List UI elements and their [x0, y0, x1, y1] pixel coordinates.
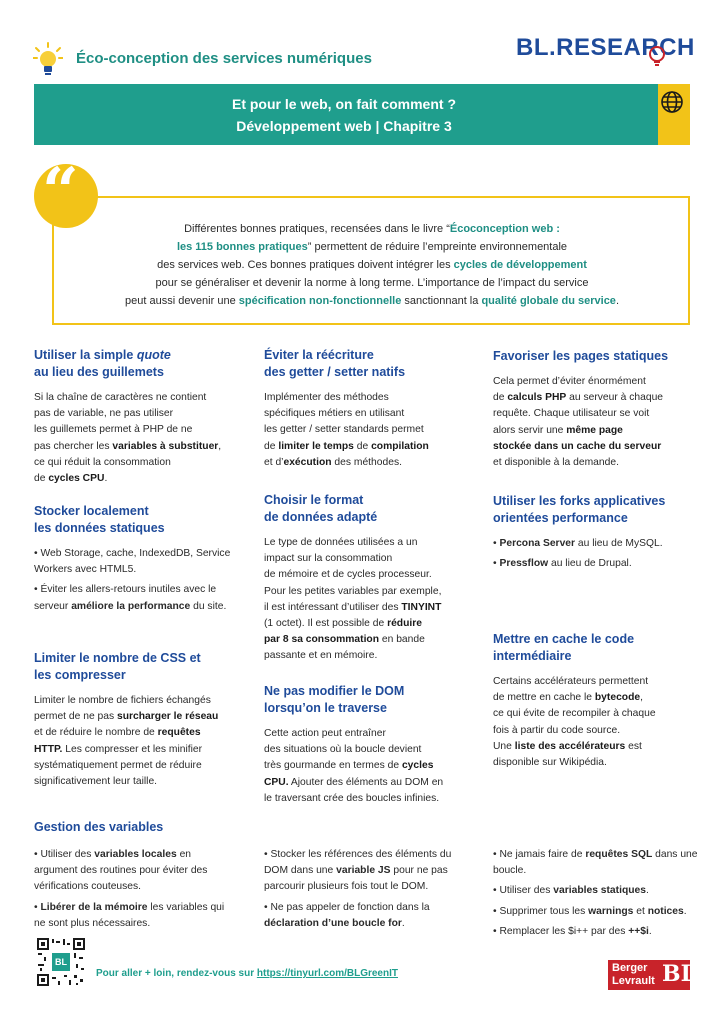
section-title-data-format: Choisir le format de données adapté — [264, 493, 378, 524]
list-item: • Stocker les références des éléments du DOM dans une variable JS pour ne pas parcourir plusieurs fois tout le DOM. — [264, 849, 452, 893]
brand-logo: BL.RESEARCH — [516, 34, 695, 61]
brand-line-2: Levrault — [612, 975, 655, 987]
section-title-getter-setter: Éviter la réécriture des getter / setter natifs — [264, 348, 406, 379]
column-2-section-4 — [264, 847, 464, 936]
column-1-section-2 — [34, 503, 244, 619]
banner-chapter: Développement web | Chapitre 3 — [236, 118, 452, 134]
list-item: • Éviter les allers-retours inutiles avec le serveur améliore la performance du site. — [34, 584, 227, 612]
highlight-dev-cycles: cycles de développement — [453, 259, 587, 271]
section-title-dom: Ne pas modifier le DOM lorsqu’on le traverse — [264, 684, 405, 715]
section-body-static-pages: Cela permet d’éviter énormément de calculs PHP au serveur à chaque requête. Chaque utilisateur se voit alors servir une même page stockée dans un cache du serveur et disponible à la demande. — [493, 376, 664, 469]
section-body-limit-css: Limiter le nombre de fichiers échangés permet de ne pas surcharger le réseau et de réduire le nombre de requêtes HTTP. Les compresser et les minifier systématiquement permet de réduire significativement leur taille. — [34, 695, 219, 788]
chapter-banner — [34, 84, 690, 145]
list-item: • Libérer de la mémoire les variables qui ne sont plus nécessaires. — [34, 901, 225, 929]
page-header — [0, 0, 724, 85]
intro-text-part: Différentes bonnes pratiques, recensées dans le livre “ — [184, 223, 450, 235]
section-title-local-storage: Stocker localement les données statiques — [34, 504, 165, 535]
qr-code[interactable] — [36, 937, 86, 987]
intro-text — [72, 220, 672, 310]
section-title-simple-quote: Utiliser la simple quote au lieu des guillemets — [34, 348, 171, 379]
list-item: • Supprimer tous les warnings et notices. — [493, 905, 687, 917]
banner-question: Et pour le web, on fait comment ? — [231, 96, 456, 112]
section-title-forks: Utiliser les forks applicatives orientées performance — [493, 494, 666, 525]
section-body-getter-setter: Implémenter des méthodes spécifiques métiers en utilisant les getter / setter standards permet de limiter le temps de compilation et d’exécution des méthodes. — [264, 392, 429, 468]
section-title-limit-css: Limiter le nombre de CSS et les compresser — [34, 651, 201, 682]
column-3-section-4 — [493, 847, 703, 944]
globe-icon — [658, 84, 690, 145]
quote-icon: “ — [34, 164, 98, 228]
document-title: Éco-conception des services numériques — [76, 50, 372, 67]
column-2-section-3 — [264, 683, 474, 807]
column-3 — [493, 348, 703, 471]
footer-text: Pour aller + loin, rendez-vous sur — [96, 968, 257, 979]
book-title-part2: les 115 bonnes pratiques — [176, 241, 308, 253]
section-title-static-pages: Favoriser les pages statiques — [493, 349, 669, 363]
berger-levrault-logo — [608, 960, 697, 990]
list-item: • Pressflow au lieu de Drupal. — [493, 558, 632, 570]
intro-text-part: pour se généraliser et devenir la norme à long terme. L’importance de l’impact du service — [155, 277, 589, 289]
column-1-section-3 — [34, 650, 244, 790]
list-item: • Percona Server au lieu de MySQL. — [493, 538, 663, 549]
list-item: • Ne pas appeler de fonction dans la déclaration d’une boucle for. — [264, 901, 430, 929]
book-title-part1: Écoconception web : — [449, 223, 560, 235]
logo-bulb-icon — [646, 44, 668, 70]
intro-text-part: sanctionnant la — [401, 295, 482, 307]
section-body-data-format: Le type de données utilisées a un impact sur la consommation de mémoire et de cycles processeur. Pour les petites variables par exemple, il est intéressant d’utiliser des TINYINT (1 octet). Il est possible de réduire par 8 sa consommation en bande passante et en mémoire. — [264, 537, 442, 662]
column-1-section-4-title — [34, 819, 334, 836]
list-item: • Utiliser des variables locales en argument des routines pour éviter des vérifications couteuses. — [34, 849, 208, 893]
list-item: • Remplacer les $i++ par des ++$i. — [493, 925, 652, 937]
qr-label: BL — [55, 957, 67, 967]
section-body-bytecode-cache: Certains accélérateurs permettent de mettre en cache le bytecode, ce qui évite de recompiler à chaque fois à partir du code source. Une liste des accélérateurs est disponible sur Wikipédia. — [493, 676, 656, 769]
list-item: • Web Storage, cache, IndexedDB, Service Workers avec HTML5. — [34, 548, 231, 576]
list-item: • Ne jamais faire de requêtes SQL dans une boucle. — [493, 849, 698, 877]
section-title-bytecode-cache: Mettre en cache le code intermédiaire — [493, 632, 635, 663]
highlight-service-quality: qualité globale du service — [481, 295, 616, 307]
brand-line-1: Berger — [612, 962, 648, 974]
section-body-dom: Cette action peut entraîner des situations où la boucle devient très gourmande en termes de cycles CPU. Ajouter des éléments au DOM en le traversant crée des boucles infinies. — [264, 728, 444, 804]
brand-mark: BL — [662, 961, 697, 987]
intro-text-part: peut aussi devenir une — [125, 295, 239, 307]
column-2-section-2 — [264, 492, 474, 665]
column-3-section-2 — [493, 493, 703, 576]
column-1 — [34, 347, 244, 487]
lightbulb-icon — [33, 42, 63, 78]
section-body-simple-quote: Si la chaîne de caractères ne contient pas de variable, ne pas utiliser les guillemets permet à PHP de ne pas chercher les variables à substituer, ce qui réduit la consommation de cycles CPU. — [34, 392, 222, 485]
intro-text-part: des services web. Ces bonnes pratiques doivent intégrer les — [157, 259, 454, 271]
intro-text-part: ” permettent de réduire l’empreinte environnementale — [307, 241, 568, 253]
footer-link-line — [96, 968, 398, 979]
intro-text-part: . — [615, 295, 619, 307]
footer-link[interactable]: https://tinyurl.com/BLGreenIT — [256, 968, 398, 979]
column-3-section-3 — [493, 631, 703, 771]
column-2 — [264, 347, 474, 471]
column-1-section-4 — [34, 847, 234, 936]
section-title-variables: Gestion des variables — [34, 820, 164, 834]
list-item: • Utiliser des variables statiques. — [493, 885, 649, 897]
highlight-non-functional-spec: spécification non-fonctionnelle — [238, 295, 402, 307]
